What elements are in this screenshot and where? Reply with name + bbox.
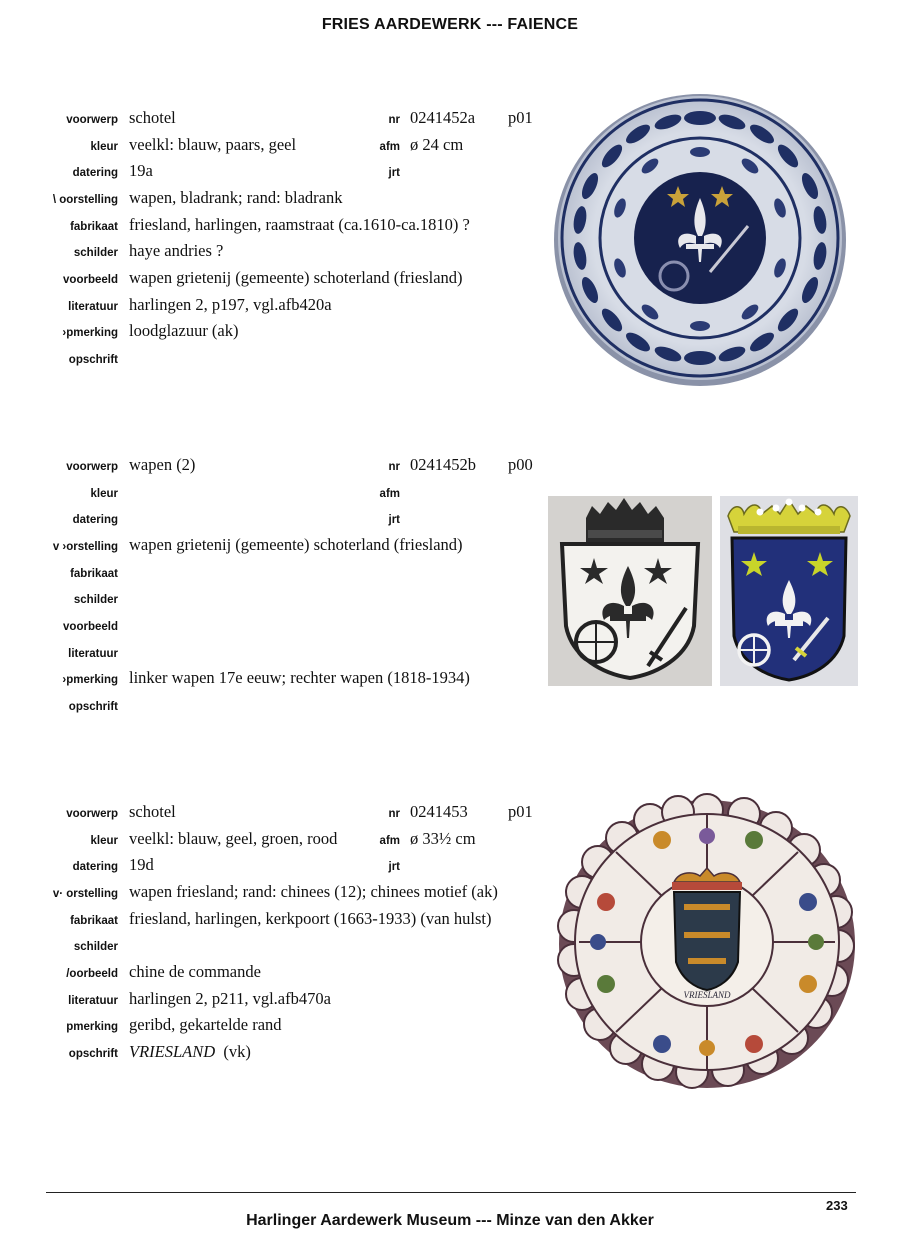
value-pcode: p00: [508, 455, 533, 474]
label-voorwerp: voorwerp: [66, 114, 118, 126]
value-pcode: p01: [508, 802, 533, 821]
polychrome-plate-image: [554, 792, 860, 1092]
value-schilder: haye andries ?: [129, 241, 224, 260]
label-voorbeeld: voorbeeld: [63, 621, 118, 633]
label-voorwerp: voorwerp: [66, 461, 118, 473]
label-schilder: schilder: [73, 247, 118, 259]
value-nr: 0241453: [410, 802, 468, 821]
value-fabrikaat: friesland, harlingen, raamstraat (ca.1610-ca.1810) ?: [129, 215, 470, 234]
label-fabrikaat: fabrikaat: [70, 221, 118, 233]
value-voorwerp: wapen (2): [129, 455, 196, 474]
value-opmerking: loodglazuur (ak): [129, 321, 239, 340]
value-voorstelling: wapen, bladrank; rand: bladrank: [129, 188, 343, 207]
value-pcode: p01: [508, 108, 533, 127]
opschrift-note: (vk): [223, 1042, 251, 1061]
label-jrt: jrt: [388, 861, 400, 873]
label-voorstelling: v ›orstelling: [52, 541, 118, 553]
value-afm: ø 24 cm: [410, 135, 464, 154]
plate-inscription: VRIESLAND: [683, 990, 731, 1000]
value-voorbeeld: chine de commande: [129, 962, 261, 981]
label-kleur: kleur: [90, 835, 118, 847]
label-jrt: jrt: [388, 167, 400, 179]
label-literatuur: literatuur: [68, 301, 118, 313]
value-opmerking: geribd, gekartelde rand: [129, 1015, 282, 1034]
label-opschrift: opschrift: [68, 701, 118, 713]
label-afm: afm: [379, 488, 400, 500]
value-literatuur: harlingen 2, p211, vgl.afb470a: [129, 989, 331, 1008]
value-voorwerp: schotel: [129, 802, 176, 821]
value-datering: 19d: [129, 855, 154, 874]
label-voorstelling: v· orstelling: [52, 888, 118, 900]
label-kleur: kleur: [90, 141, 118, 153]
page-number: 233: [826, 1198, 848, 1213]
label-nr: nr: [388, 114, 400, 126]
value-voorstelling: wapen grietenij (gemeente) schoterland (friesland): [129, 535, 463, 554]
label-literatuur: literatuur: [68, 648, 118, 660]
label-literatuur: literatuur: [68, 995, 118, 1007]
value-datering: 19a: [129, 161, 153, 180]
label-opschrift: opschrift: [68, 1048, 118, 1060]
value-opmerking: linker wapen 17e eeuw; rechter wapen (1818-1934): [129, 668, 470, 687]
value-voorwerp: schotel: [129, 108, 176, 127]
label-schilder: schilder: [73, 594, 118, 606]
coat-of-arms-old-image: [548, 496, 712, 686]
label-datering: datering: [72, 514, 118, 526]
label-voorwerp: voorwerp: [66, 808, 118, 820]
value-fabrikaat: friesland, harlingen, kerkpoort (1663-1933) (van hulst): [129, 909, 492, 928]
footer-credit: Harlinger Aardewerk Museum --- Minze van den Akker: [246, 1212, 654, 1229]
label-datering: datering: [72, 861, 118, 873]
value-voorbeeld: wapen grietenij (gemeente) schoterland (friesland): [129, 268, 463, 287]
label-opmerking: pmerking: [66, 1021, 118, 1033]
value-literatuur: harlingen 2, p197, vgl.afb420a: [129, 295, 332, 314]
value-nr: 0241452a: [410, 108, 476, 127]
footer-divider: [46, 1192, 856, 1193]
plate-image: [550, 90, 850, 395]
label-fabrikaat: fabrikaat: [70, 915, 118, 927]
value-opschrift: [129, 1042, 251, 1062]
opschrift-text: VRIESLAND: [129, 1042, 216, 1061]
label-voorstelling: \ oorstelling: [52, 194, 118, 206]
label-voorbeeld: voorbeeld: [63, 274, 118, 286]
label-afm: afm: [379, 141, 400, 153]
label-opmerking: ›pmerking: [62, 674, 118, 686]
label-opmerking: ›pmerking: [62, 327, 118, 339]
label-schilder: schilder: [73, 941, 118, 953]
label-jrt: jrt: [388, 514, 400, 526]
value-kleur: veelkl: blauw, geel, groen, rood: [129, 829, 338, 848]
label-opschrift: opschrift: [68, 354, 118, 366]
value-nr: 0241452b: [410, 455, 476, 474]
label-nr: nr: [388, 808, 400, 820]
label-afm: afm: [379, 835, 400, 847]
label-nr: nr: [388, 461, 400, 473]
coat-of-arms-new-image: [720, 496, 858, 686]
label-fabrikaat: fabrikaat: [70, 568, 118, 580]
page-header: FRIES AARDEWERK --- FAIENCE: [321, 16, 579, 33]
value-afm: ø 33½ cm: [410, 829, 476, 848]
label-kleur: kleur: [90, 488, 118, 500]
label-voorbeeld: /oorbeeld: [66, 968, 118, 980]
value-voorstelling: wapen friesland; rand: chinees (12); chinees motief (ak): [129, 882, 498, 901]
label-datering: datering: [72, 167, 118, 179]
value-kleur: veelkl: blauw, paars, geel: [129, 135, 297, 154]
